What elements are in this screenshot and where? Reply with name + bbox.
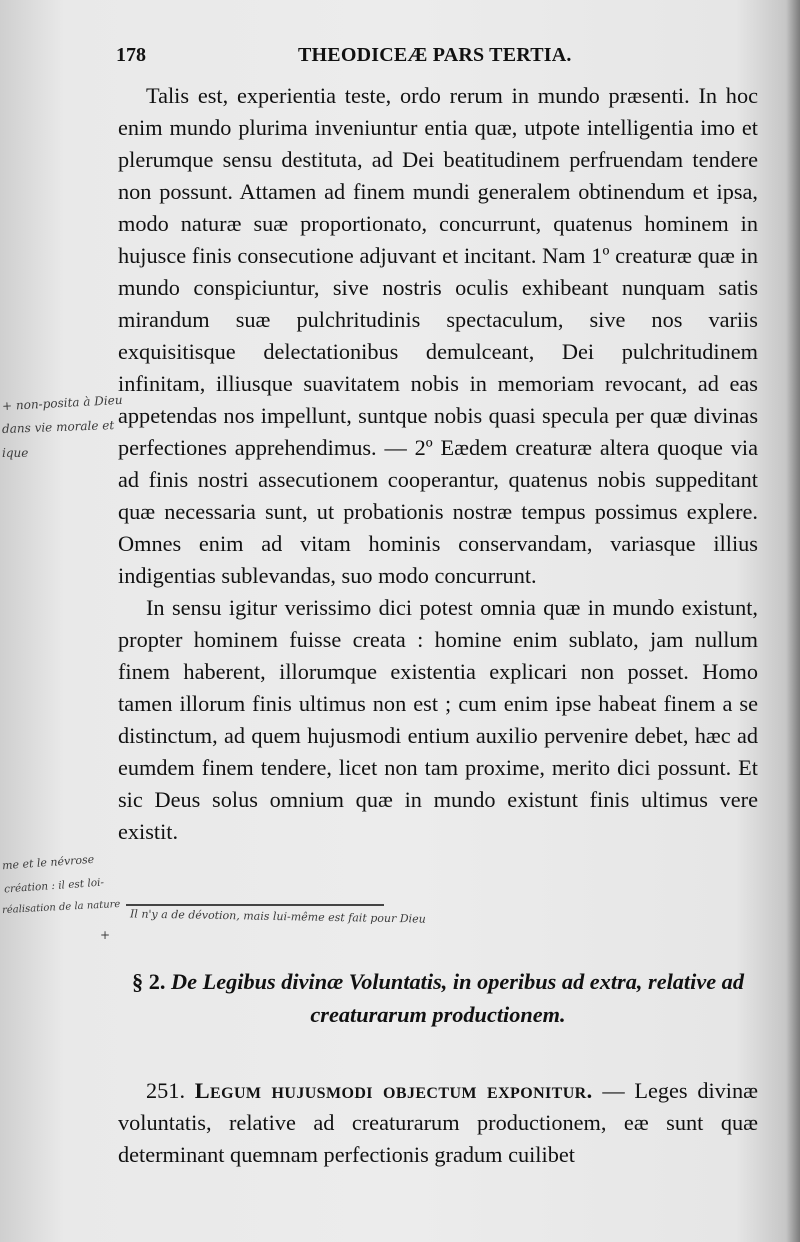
page-header <box>116 40 756 70</box>
margin-note-4: me et le névrose <box>1 852 95 873</box>
pencil-underline <box>126 904 384 906</box>
section-heading <box>118 965 758 1031</box>
paragraph-2: In sensu igitur verissimo dici potest omnia quæ in mundo existunt, propter hominem fuisse creata : homine enim sublato, jam nullum finem haberent, illorumque existentia explicari non posset. Homo tamen illorum finis ultimus non est ; cum enim ipse habeat finem a se distinctum, ad quem hujusmodi entium auxilio pervenire debet, hæc ad eumdem finem tendere, licet non tam proxime, merito dici possunt. Et sic Deus solus omnium quæ in mundo existunt finis ultimus vere existit. <box>118 595 758 844</box>
page-number: 178 <box>116 44 146 66</box>
article-text: — Leges divinæ voluntatis, relative ad creaturarum productionem, eæ sunt quæ determinant quemnam perfectionis gradum cuilibet <box>118 1078 759 1167</box>
section-number: § 2. <box>132 969 166 994</box>
paragraph-1: Talis est, experientia teste, ordo rerum in mundo præsenti. In hoc enim mundo plurima inveniuntur entia quæ, utpote intelligentia imo et plerumque sensu destituta, ad Dei beatitudinem perfruendam tendere non possunt. Attamen ad finem mundi generalem obtinendum et ipsa, modo naturæ suæ proportionato, concurrunt, quatenus hominem in hujusce finis consecutione adjuvant et incitant. Nam 1º creaturæ quæ in mundo conspiciuntur, sive nostris oculis exhibeant nunquam satis mirandum suæ pulchritudinis spectaculum, sive nos variis exquisitisque delectationibus demulceant, Dei pulchritudinem infinitam, illiusque suavitatem nobis in memoriam revocant, ad eas appetendas nos impellunt, suntque nobis quasi specula per quæ divinas perfectiones apprehendimus. — 2º Eædem creaturæ altera quoque via ad finis nostri assecutionem cooperantur, quatenus nobis suppeditant quæ necessaria sunt, ut probationis nostræ tempus possimus explere. Omnes enim ad vitam hominis conservandam, variasque illius indigentias sublevandas, suo modo concurrunt. <box>118 83 758 588</box>
article-number: 251. <box>146 1078 186 1103</box>
margin-note-5: création : il est loi- <box>3 876 105 896</box>
margin-note-3: ique <box>2 446 29 460</box>
section-title: De Legibus divinæ Voluntatis, in operibus ad extra, relative ad creaturarum productionem. <box>171 969 744 1027</box>
article-251 <box>118 1075 758 1171</box>
interlinear-scribble: Il n'y a de dévotion, mais lui-même est fait pour Dieu <box>129 907 426 926</box>
article-title: Legum hujusmodi objectum exponitur. <box>194 1078 593 1103</box>
margin-note-2: dans vie morale et <box>1 418 115 436</box>
margin-note-6: réalisation de la nature <box>1 898 121 917</box>
margin-note-7: + <box>100 928 111 942</box>
margin-note-1: + non-posita à Dieu <box>1 392 123 414</box>
running-title: THEODICEÆ PARS TERTIA. <box>298 44 572 66</box>
binding-shadow <box>786 0 800 1242</box>
body-text <box>118 80 758 848</box>
